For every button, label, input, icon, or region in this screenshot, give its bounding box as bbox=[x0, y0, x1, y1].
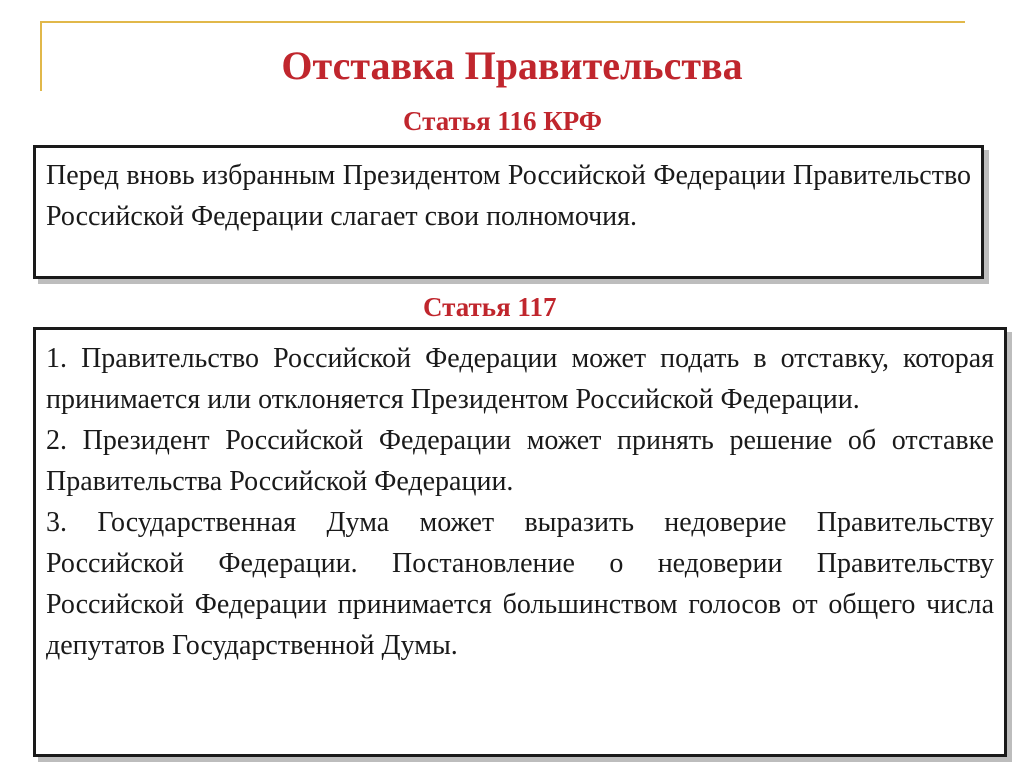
article-117-item-3: 3. Государственная Дума может выразить недоверие Правительству Российской Федерации. Постановление о недоверии Правительству Российской Федерации принимается большинством голосов от общего числа депутатов Государственной Думы. bbox=[46, 507, 994, 661]
article-116-box bbox=[33, 145, 984, 279]
slide-title: Отставка Правительства bbox=[281, 43, 743, 88]
article-117-heading: Статья 117 bbox=[423, 292, 557, 322]
article-117-box bbox=[33, 327, 1007, 757]
decorative-top-line bbox=[40, 21, 965, 23]
article-117-item-1: 1. Правительство Российской Федерации может подать в отставку, которая принимается или отклоняется Президентом Российской Федерации. bbox=[46, 343, 994, 415]
article-116-text: Перед вновь избранным Президентом Российской Федерации Правительство Российской Федерации слагает свои полномочия. bbox=[46, 160, 971, 232]
article-117-item-2: 2. Президент Российской Федерации может принять решение об отставке Правительства Российской Федерации. bbox=[46, 425, 994, 497]
article-116-heading: Статья 116 КРФ bbox=[403, 106, 602, 136]
